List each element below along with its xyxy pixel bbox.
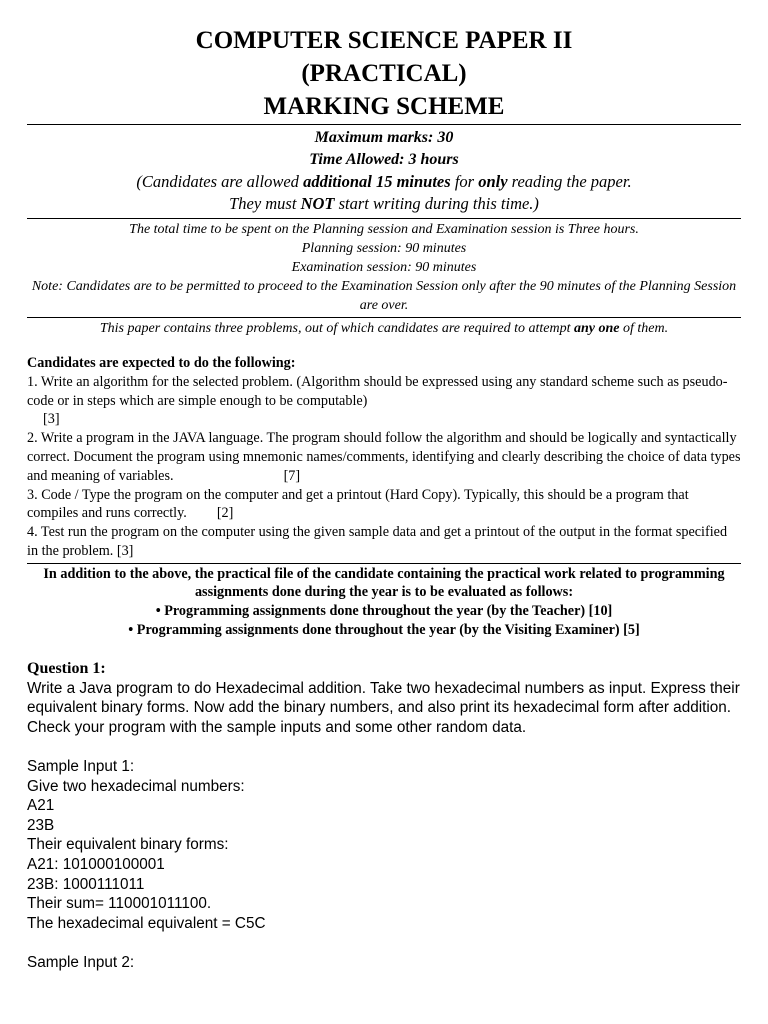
expectations-section [0, 354, 768, 561]
expectation-text: 4. Test run the program on the computer using the given sample data and get a printout of the output in the format specified in the problem. [27, 524, 728, 559]
expectation-item-1-marks: [3] [43, 411, 60, 428]
reading-note-part: reading the paper. [507, 172, 632, 191]
planning-session: Planning session: 90 minutes [301, 241, 467, 256]
problems-note [0, 319, 768, 338]
expectations-heading: Candidates are expected to do the following: [27, 355, 296, 371]
expectation-item-3 [27, 486, 741, 524]
binary-value: A21: 101000100001 [27, 856, 165, 874]
assignment-examiner: • Programming assignments done throughout the year (by the Visiting Examiner) [5] [128, 621, 640, 638]
hex-equivalent: The hexadecimal equivalent = C5C [27, 914, 266, 932]
expectation-text: 1. Write an algorithm for the selected problem. (Algorithm should be expressed using any standard scheme such as pseudo-code or in steps which are simple enough to be computable) [27, 373, 728, 409]
divider [27, 124, 741, 125]
title-line-2: (PRACTICAL) [301, 60, 467, 87]
practical-file-intro: In addition to the above, the practical file of the candidate containing the practical work related to programming assignments done during the year is to be evaluated as follows: [43, 565, 725, 601]
assignment-teacher: • Programming assignments done throughout the year (by the Teacher) [10] [155, 602, 613, 619]
sample-value: A21 [27, 797, 55, 815]
expectation-marks: [7] [283, 467, 301, 484]
no-writing-bold: NOT [300, 194, 335, 213]
problems-note-part: This paper contains three problems, out of which candidates are required to attempt [99, 321, 575, 336]
expectation-item-1 [27, 373, 741, 411]
no-writing-part: start writing during this time.) [334, 194, 539, 213]
sample-input-1-label: Sample Input 1: [27, 758, 135, 776]
reading-note-part: for [450, 172, 479, 191]
divider [27, 563, 741, 564]
expectation-item-2 [27, 429, 741, 485]
binary-sum: Their sum= 110001011100. [27, 895, 212, 913]
divider [27, 317, 741, 318]
problems-note-bold: any one [574, 321, 620, 336]
sample-value: 23B [27, 816, 55, 834]
divider [27, 218, 741, 219]
no-writing-note [0, 193, 768, 215]
question-text: Write a Java program to do Hexadecimal addition. Take two hexadecimal numbers as input. Express their equivalent binary forms. Now add the binary numbers, and also print its hexadecimal form after addition. Check your program with the sample inputs and some other random data. [27, 679, 740, 736]
expectation-text: 3. Code / Type the program on the computer and get a printout (Hard Copy). Typically, this should be a program that compiles and runs correctly. [27, 486, 689, 522]
title-line-1: COMPUTER SCIENCE PAPER II [195, 27, 573, 54]
expectation-marks: [3] [116, 542, 134, 559]
title-line-3: MARKING SCHEME [263, 93, 505, 120]
sample-input-2-label: Sample Input 2: [27, 954, 135, 972]
question-heading: Question 1: [27, 660, 106, 678]
time-allowed: Time Allowed: 3 hours [309, 151, 459, 168]
expectation-text: 2. Write a program in the JAVA language. The program should follow the algorithm and should be logically and syntactically correct. Document the program using mnemonic names/comments, identifying and clearly describing the choice of data types and meaning of variables. [27, 430, 741, 484]
binary-forms-label: Their equivalent binary forms: [27, 836, 229, 854]
max-marks: Maximum marks: 30 [314, 129, 454, 146]
expectation-marks: [2] [216, 505, 234, 522]
examination-session: Examination session: 90 minutes [291, 260, 477, 275]
reading-note-bold: only [478, 172, 508, 191]
reading-time-note [0, 171, 768, 193]
binary-value: 23B: 1000111011 [27, 875, 145, 893]
total-time-note: The total time to be spent on the Planning session and Examination session is Three hours. [129, 222, 639, 237]
problems-note-part: of them. [619, 321, 669, 336]
session-note: Note: Candidates are to be permitted to proceed to the Examination Session only after the 90 minutes of the Planning Session are over. [31, 279, 737, 313]
no-writing-part: They must [229, 194, 301, 213]
input-prompt: Give two hexadecimal numbers: [27, 777, 245, 795]
practical-file-note [0, 565, 768, 639]
reading-note-part: (Candidates are allowed [136, 172, 304, 191]
question-section [0, 659, 768, 973]
reading-note-bold: additional 15 minutes [303, 172, 451, 191]
expectation-item-4 [27, 523, 741, 561]
